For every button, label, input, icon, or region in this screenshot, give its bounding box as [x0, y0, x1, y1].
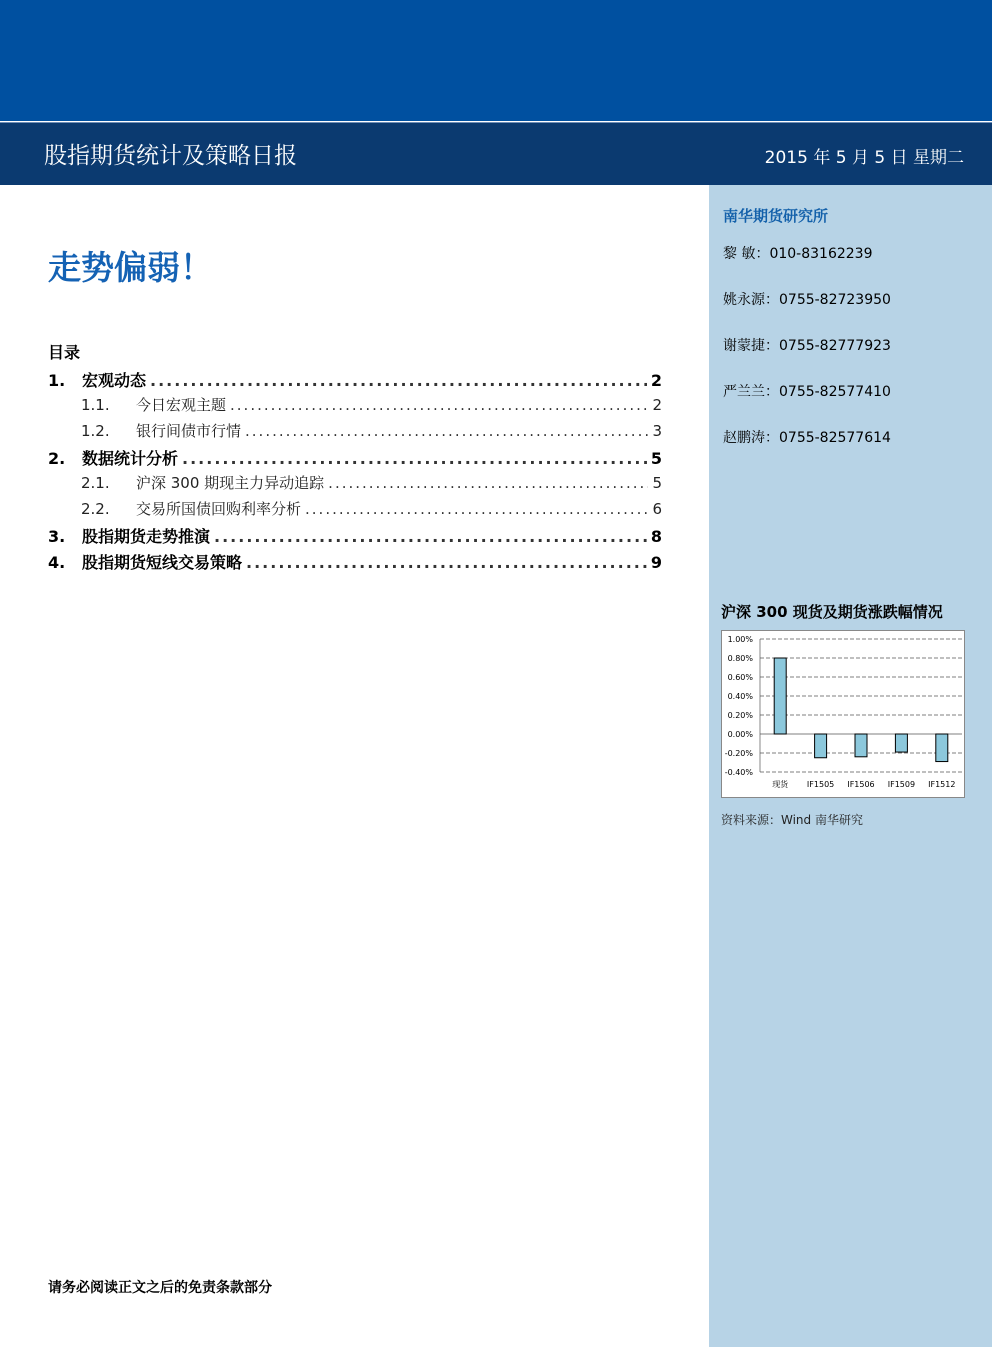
bar [936, 734, 948, 762]
toc-entry-number: 2.2. [81, 500, 110, 518]
table-of-contents [48, 340, 662, 576]
toc-entry-page: 3 [652, 422, 662, 440]
toc-leader-dots [245, 422, 648, 440]
toc-entry-number: 2.1. [81, 474, 110, 492]
toc-entry-page: 2 [650, 371, 662, 390]
y-tick-label: 0.00% [727, 730, 753, 739]
contact-entry: 赵鹏涛：0755-82577614 [723, 430, 891, 446]
toc-entry-title: 股指期货短线交易策略 [82, 553, 243, 572]
toc-entry-number: 1.1. [81, 396, 110, 414]
institute-name: 南华期货研究所 [723, 207, 829, 225]
toc-entry-number: 2. [48, 449, 66, 468]
toc-entry-page: 5 [650, 449, 662, 468]
toc-entry-page: 9 [650, 553, 662, 572]
toc-entry-page: 5 [652, 474, 662, 492]
toc-entry-title: 股指期货走势推演 [82, 527, 211, 546]
toc-leader-dots [214, 527, 647, 546]
toc-entry[interactable] [48, 550, 662, 576]
sidebar [709, 185, 992, 1347]
toc-leader-dots [150, 371, 647, 390]
toc-entry-page: 2 [652, 396, 662, 414]
bar [855, 734, 867, 757]
toc-entry-title: 今日宏观主题 [136, 396, 227, 414]
toc-entry-page: 6 [652, 500, 662, 518]
toc-entry[interactable] [48, 394, 662, 420]
headline: 走势偏弱！ [48, 248, 213, 287]
toc-leader-dots [328, 474, 648, 492]
report-date: 2015 年 5 月 5 日 星期二 [764, 148, 964, 168]
bar [774, 658, 786, 734]
toc-entry-number: 1. [48, 371, 66, 390]
x-tick-label: 现货 [772, 780, 789, 789]
toc-heading: 目录 [48, 343, 81, 362]
toc-entry-page: 8 [650, 527, 662, 546]
toc-entry-title: 数据统计分析 [82, 449, 179, 468]
x-tick-label: IF1505 [806, 780, 835, 789]
y-tick-label: 0.60% [727, 673, 753, 682]
y-tick-label: -0.40% [724, 768, 753, 777]
toc-entry-title: 交易所国债回购利率分析 [136, 500, 302, 518]
contact-entry: 谢蒙捷：0755-82777923 [723, 338, 891, 354]
contact-entry: 姚永源：0755-82723950 [723, 292, 891, 308]
toc-leader-dots [305, 500, 648, 518]
contact-entry: 严兰兰：0755-82577410 [723, 384, 891, 400]
bar [895, 734, 907, 752]
toc-leader-dots [182, 449, 647, 468]
x-tick-label: IF1512 [928, 780, 956, 789]
contact-entry: 黎 敏：010-83162239 [723, 246, 873, 262]
contact-list [723, 243, 891, 473]
toc-entry-number: 4. [48, 553, 66, 572]
chart-title: 沪深 300 现货及期货涨跌幅情况 [721, 603, 943, 621]
chart-source: 资料来源：Wind 南华研究 [721, 813, 863, 827]
toc-entry-title: 宏观动态 [82, 371, 147, 390]
report-name: 股指期货统计及策略日报 [44, 143, 297, 169]
toc-entry[interactable] [48, 368, 662, 394]
toc-entry[interactable] [48, 420, 662, 446]
bar [815, 734, 827, 758]
x-tick-label: IF1509 [887, 780, 916, 789]
y-tick-label: 0.40% [727, 692, 753, 701]
toc-leader-dots [246, 553, 647, 572]
disclaimer-note: 请务必阅读正文之后的免责条款部分 [48, 1280, 272, 1296]
toc-entry-number: 1.2. [81, 422, 110, 440]
toc-list [48, 368, 662, 576]
toc-entry[interactable] [48, 472, 662, 498]
toc-entry-title: 沪深 300 期现主力异动追踪 [136, 474, 325, 492]
y-tick-label: 0.20% [727, 711, 753, 720]
x-tick-label: IF1506 [847, 780, 875, 789]
y-tick-label: 0.80% [727, 654, 753, 663]
header-band [0, 0, 992, 121]
toc-entry[interactable] [48, 524, 662, 550]
bar-chart [722, 631, 964, 797]
toc-leader-dots [230, 396, 648, 414]
chart-frame [721, 630, 965, 798]
toc-entry-number: 3. [48, 527, 66, 546]
toc-entry[interactable] [48, 498, 662, 524]
toc-entry[interactable] [48, 446, 662, 472]
toc-entry-title: 银行间债市行情 [136, 422, 242, 440]
y-tick-label: -0.20% [724, 749, 753, 758]
title-bar [0, 122, 992, 185]
y-tick-label: 1.00% [727, 635, 753, 644]
